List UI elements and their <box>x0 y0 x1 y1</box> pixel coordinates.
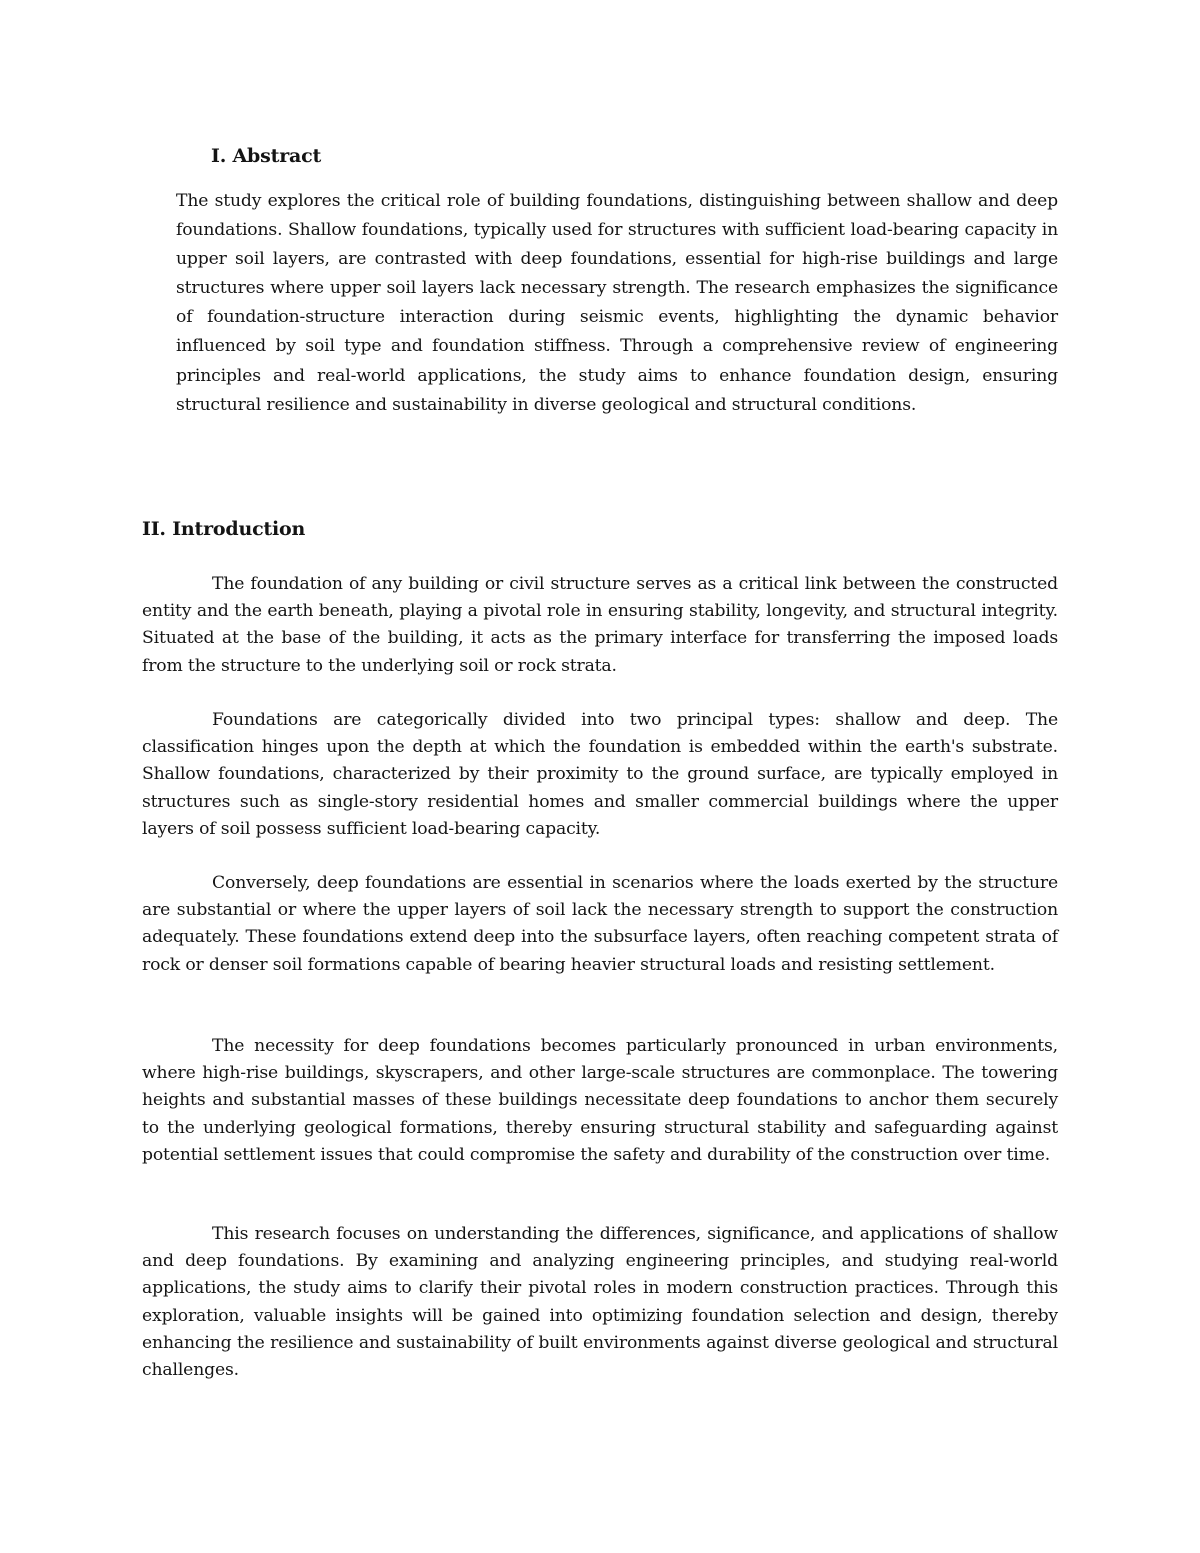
introduction-heading: II. Introduction <box>142 518 306 540</box>
introduction-paragraph-5: This research focuses on understanding the differences, significance, and applications of shallow and deep foundations. By examining and analyzing engineering principles, and studying real-world applications, the study aims to clarify their pivotal roles in modern construction practices. Through this exploration, valuable insights will be gained into optimizing foundation selection and design, thereby enhancing the resilience and sustainability of built environments against diverse geological and structural challenges. <box>142 1224 1058 1381</box>
abstract-paragraph: The study explores the critical role of building foundations, distinguishing between shallow and deep foundations. Shallow foundations, typically used for structures with sufficient load-bearing capacity in upper soil layers, are contrasted with deep foundations, essential for high-rise buildings and large structures where upper soil layers lack necessary strength. The research emphasizes the significance of foundation-structure interaction during seismic events, highlighting the dynamic behavior influenced by soil type and foundation stiffness. Through a comprehensive review of engineering principles and real-world applications, the study aims to enhance foundation design, ensuring structural resilience and sustainability in diverse geological and structural conditions. <box>176 191 1058 415</box>
abstract-heading: I. Abstract <box>211 145 322 167</box>
introduction-paragraph-2: Foundations are categorically divided into two principal types: shallow and deep. The classification hinges upon the depth at which the foundation is embedded within the earth's substrate. Shallow foundations, characterized by their proximity to the ground surface, are typically employed in structures such as single-story residential homes and smaller commercial buildings where the upper layers of soil possess sufficient load-bearing capacity. <box>142 710 1058 839</box>
introduction-paragraph-3: Conversely, deep foundations are essential in scenarios where the loads exerted by the structure are substantial or where the upper layers of soil lack the necessary strength to support the construction adequately. These foundations extend deep into the subsurface layers, often reaching competent strata of rock or denser soil formations capable of bearing heavier structural loads and resisting settlement. <box>142 873 1058 975</box>
introduction-paragraph-1: The foundation of any building or civil structure serves as a critical link between the constructed entity and the earth beneath, playing a pivotal role in ensuring stability, longevity, and structural integrity. Situated at the base of the building, it acts as the primary interface for transferring the imposed loads from the structure to the underlying soil or rock strata. <box>142 574 1058 676</box>
introduction-paragraph-4: The necessity for deep foundations becomes particularly pronounced in urban environments, where high-rise buildings, skyscrapers, and other large-scale structures are commonplace. The towering heights and substantial masses of these buildings necessitate deep foundations to anchor them securely to the underlying geological formations, thereby ensuring structural stability and safeguarding against potential settlement issues that could compromise the safety and durability of the construction over time. <box>142 1036 1058 1165</box>
